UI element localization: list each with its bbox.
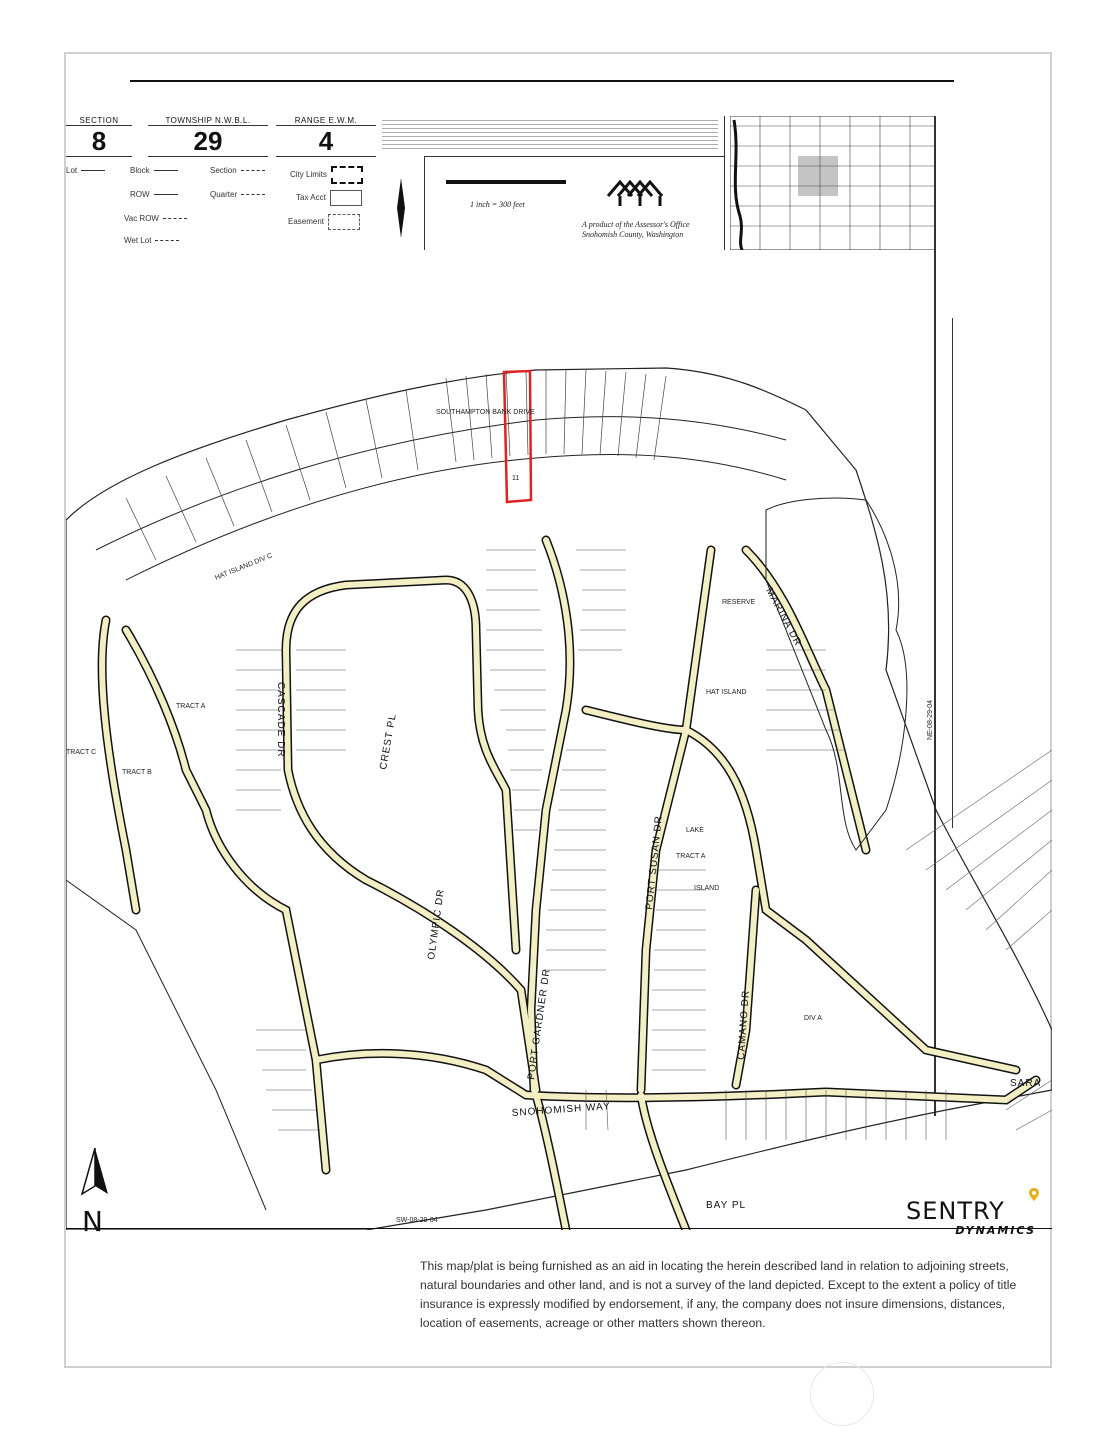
brand-sub: DYNAMICS <box>955 1224 1036 1237</box>
county-text: Snohomish County, Washington <box>582 230 684 239</box>
street-olympic-dr: OLYMPIC DR <box>426 888 447 961</box>
disclaimer-text: This map/plat is being furnished as an aid in locating the herein described land in relation to adjoining streets, natural boundaries and other land, and is not a survey of the land depicted. Except to the extent a policy of title insurance is expressly modified by endorsement, if any, the company does not insure dimensions, distances, location of easements, acreage or other matters shown thereon. <box>420 1259 1017 1330</box>
street-cascade-dr: CASCADE DR <box>275 682 286 758</box>
label-island: ISLAND <box>694 885 720 892</box>
section-cell <box>66 116 132 157</box>
label-lake: LAKE <box>686 827 704 834</box>
label-hat-island-div-c: HAT ISLAND DIV C <box>214 552 274 582</box>
header-divider <box>424 156 724 157</box>
legend-city-limits: City Limits <box>290 166 363 184</box>
street-bay-pl: BAY PL <box>706 1200 747 1211</box>
label-reserve: RESERVE <box>722 599 756 606</box>
street-camano-dr: CAMANO DR <box>736 989 752 1061</box>
legend-block: Block <box>130 166 182 175</box>
street-snohomish-way: SNOHOMISH WAY <box>511 1101 612 1119</box>
label-tract-c: TRACT C <box>66 749 97 756</box>
north-lot-lines <box>126 370 666 560</box>
street-marina-dr: MARINA DR <box>763 586 804 649</box>
top-rule-left <box>130 80 600 82</box>
key-map <box>730 116 936 250</box>
street-port-gardner-dr: PORT GARDNER DR <box>526 967 553 1081</box>
north-label: N <box>82 1205 103 1238</box>
label-ne-08-29-04: NE-08-29-04 <box>927 699 934 740</box>
roads <box>102 540 1036 1230</box>
watermark-circle <box>810 1362 874 1426</box>
legend-section: Section <box>210 166 269 175</box>
section-value: 8 <box>91 126 107 156</box>
sentry-dynamics-logo <box>906 1198 1046 1237</box>
brand-name: SENTRY <box>906 1197 1005 1225</box>
fine-print <box>382 118 718 152</box>
north-arrow-small-icon <box>396 178 406 238</box>
label-tract-a-lake: TRACT A <box>676 853 706 860</box>
legend-row: ROW <box>130 190 182 199</box>
label-tract-a-west: TRACT A <box>176 703 206 710</box>
label-hat-island: HAT ISLAND <box>706 689 747 696</box>
label-southampton-bank: SOUTHAMPTON BANK DRIVE <box>436 409 535 416</box>
range-label: RANGE E.W.M. <box>276 116 376 126</box>
bottom-rule <box>66 1228 1052 1229</box>
street-sara: SARA <box>1010 1078 1042 1089</box>
legend-easement: Easement <box>288 214 360 230</box>
se-parcel-lines <box>906 750 1052 1130</box>
range-cell <box>276 116 376 157</box>
township-label: TOWNSHIP N.W.B.L. <box>148 116 268 126</box>
legend-wet-lot: Wet Lot <box>124 236 183 245</box>
header-vdivider-2 <box>724 116 725 250</box>
header-vdivider <box>424 156 425 250</box>
township-value: 29 <box>193 126 223 156</box>
highlight-lot-number: 11 <box>512 475 520 482</box>
plat-map-svg <box>66 250 1052 1230</box>
reserve-outline <box>766 498 907 850</box>
scale-bar <box>446 180 566 184</box>
highlighted-lot <box>504 371 531 502</box>
legend-quarter: Quarter <box>210 190 269 199</box>
section-label: SECTION <box>66 116 132 126</box>
assessor-logo-icon <box>606 176 676 206</box>
assessor-product-text: A product of the Assessor's Office <box>582 220 690 229</box>
label-sw-08-29-04: SW-08-29-04 <box>396 1217 438 1224</box>
street-port-susan-dr: PORT SUSAN DR <box>644 814 665 911</box>
range-value: 4 <box>318 126 334 156</box>
top-rule-right <box>598 80 954 82</box>
plat-header <box>66 116 936 250</box>
township-cell <box>148 116 268 157</box>
label-tract-b: TRACT B <box>122 769 152 776</box>
legend-tax-acct: Tax Acct <box>296 190 362 206</box>
street-crest-pl: CREST PL <box>378 712 399 771</box>
label-div-a: DIV A <box>804 1015 822 1022</box>
plat-map <box>66 250 1052 1230</box>
location-pin-icon <box>1028 1188 1040 1202</box>
legend-lot: Lot <box>66 166 109 175</box>
north-arrow-icon <box>80 1148 110 1196</box>
legend-vac-row: Vac ROW <box>124 214 191 223</box>
scale-text: 1 inch = 300 feet <box>470 200 525 209</box>
